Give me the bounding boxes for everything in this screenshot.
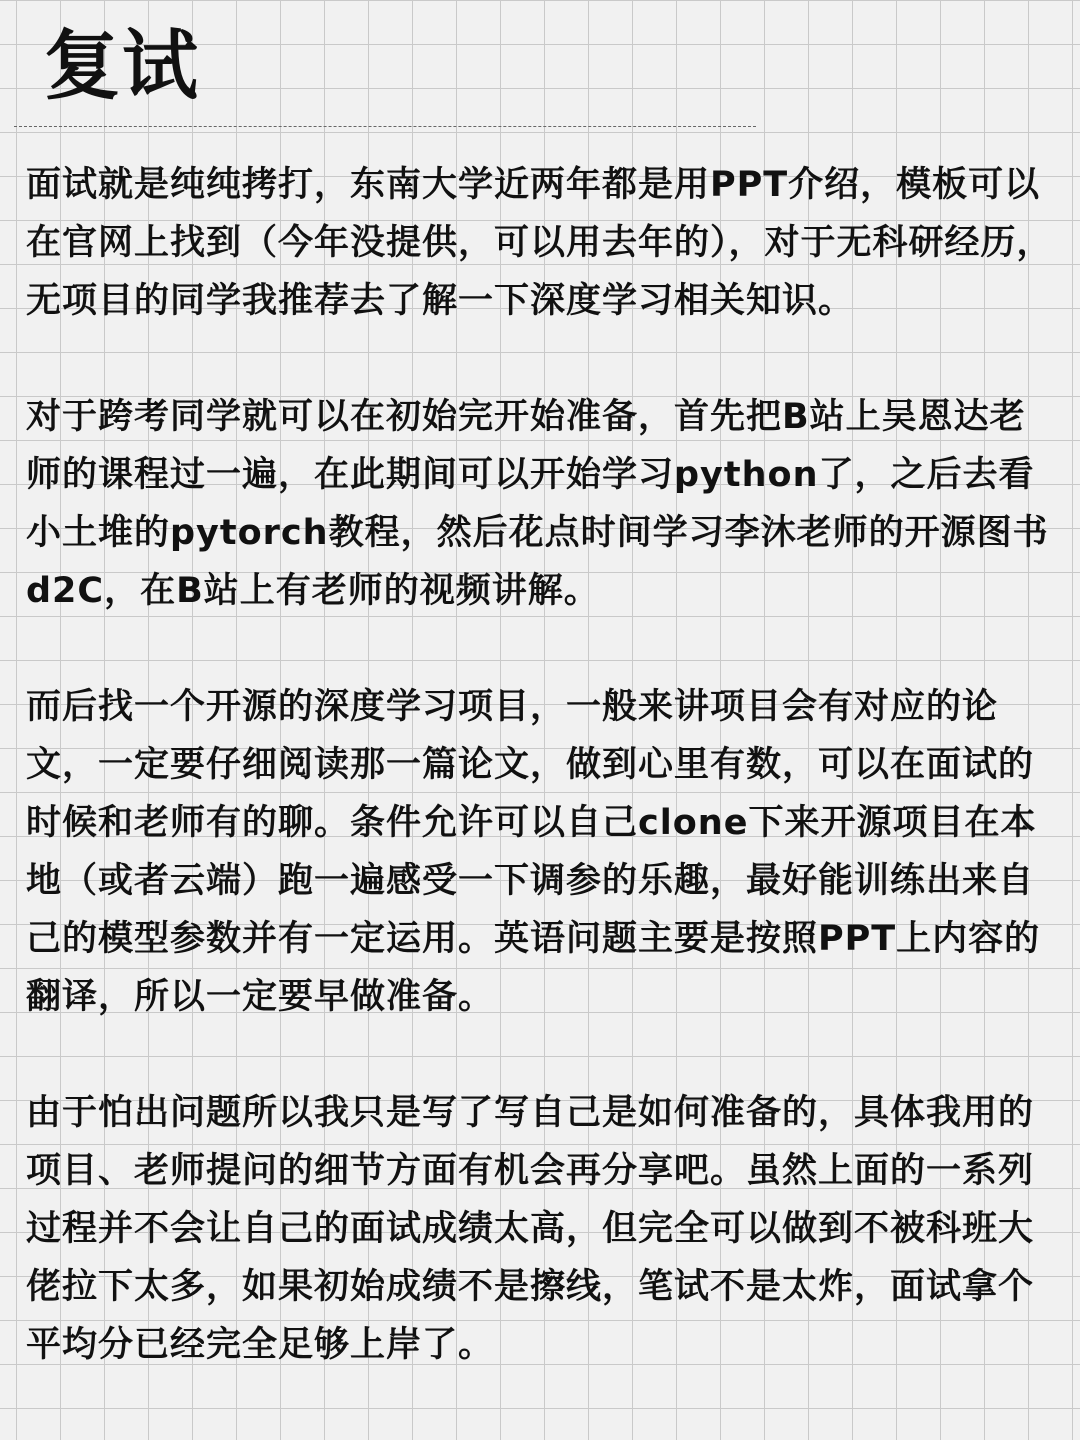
article-body (26, 156, 1056, 1374)
page-title: 复试 (44, 21, 200, 110)
paragraph-open-source-project: 而后找一个开源的深度学习项目，一般来讲项目会有对应的论文，一定要仔细阅读那一篇论文，做到心里有数，可以在面试的时候和老师有的聊。条件允许可以自己clone下来开源项目在本地（或者云端）跑一遍感受一下调参的乐趣，最好能训练出来自己的模型参数并有一定运用。英语问题主要是按照PPT上内容的翻译，所以一定要早做准备。 (26, 687, 1041, 1017)
paragraph-closing-thoughts: 由于怕出问题所以我只是写了写自己是如何准备的，具体我用的项目、老师提问的细节方面有机会再分享吧。虽然上面的一系列过程并不会让自己的面试成绩太高，但完全可以做到不被科班大佬拉下太多，如果初始成绩不是擦线，笔试不是太炸，面试拿个平均分已经完全足够上岸了。 (26, 1093, 1035, 1365)
paragraph-interview-overview: 面试就是纯纯拷打，东南大学近两年都是用PPT介绍，模板可以在官网上找到（今年没提供，可以用去年的），对于无科研经历，无项目的同学我推荐去了解一下深度学习相关知识。 (26, 165, 1053, 321)
dashed-divider (14, 126, 756, 127)
paragraph-cross-major-prep: 对于跨考同学就可以在初始完开始准备，首先把B站上吴恩达老师的课程过一遍，在此期间可以开始学习python了，之后去看小土堆的pytorch教程，然后花点时间学习李沐老师的开源图书d2C，在B站上有老师的视频讲解。 (26, 397, 1049, 611)
